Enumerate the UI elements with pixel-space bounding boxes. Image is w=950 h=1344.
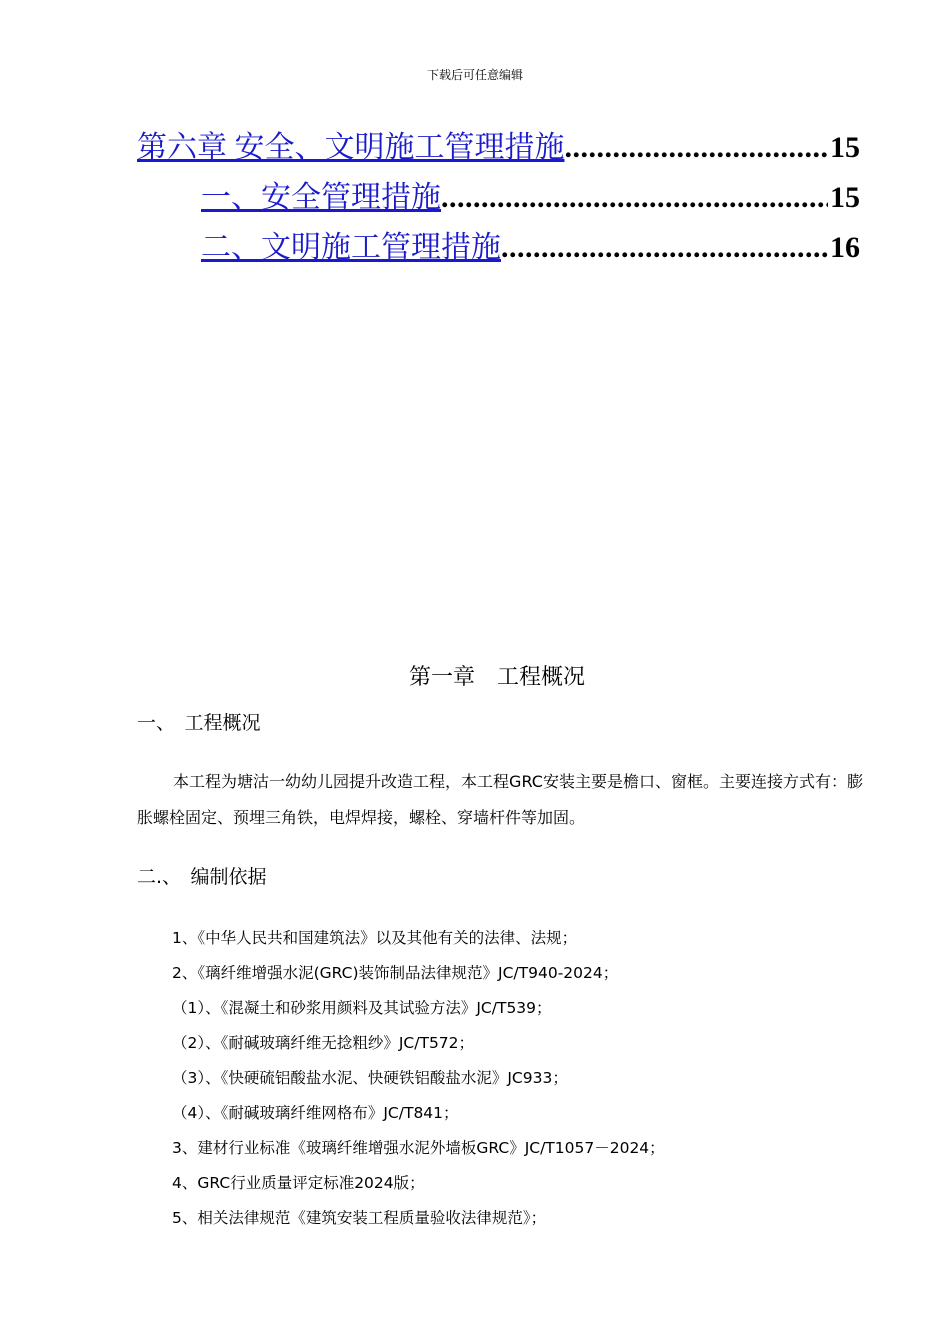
chapter-title: 第一章 工程概况: [408, 665, 585, 690]
toc-entry-civilized[interactable]: [201, 222, 860, 266]
section-heading-basis: 二.、 编制依据: [137, 866, 267, 888]
basis-item: 4、GRC行业质量评定标准2024版；: [172, 1174, 425, 1192]
basis-item: （1）、《混凝土和砂浆用颜料及其试验方法》JC/T539；: [172, 999, 552, 1017]
basis-item: （2）、《耐碱玻璃纤维无捻粗纱》JC/T572；: [172, 1034, 475, 1052]
basis-item: （3）、《快硬硫铝酸盐水泥、快硬铁铝酸盐水泥》JC933；: [172, 1069, 568, 1087]
toc-leader-dots: [441, 181, 828, 215]
basis-item: 3、建材行业标准《玻璃纤维增强水泥外墙板GRC》JC/T1057－2024；: [172, 1139, 665, 1157]
toc-page-number: 15: [830, 131, 860, 164]
toc-entry-title[interactable]: 二、文明施工管理措施: [201, 231, 501, 264]
toc-page-number: 15: [830, 181, 860, 214]
toc-page-number: 16: [830, 231, 860, 264]
toc-entry-safety[interactable]: [201, 172, 860, 216]
basis-item: （4）、《耐碱玻璃纤维网格布》JC/T841；: [172, 1104, 459, 1122]
page-header: 下载后可任意编辑: [426, 68, 523, 82]
toc-leader-dots: [565, 131, 829, 165]
toc-leader-dots: [501, 231, 828, 265]
basis-item: 1、《中华人民共和国建筑法》以及其他有关的法律、法规；: [172, 929, 578, 947]
toc-entry-title[interactable]: 一、安全管理措施: [201, 181, 441, 214]
basis-item: 2、《璃纤维增强水泥(GRC)装饰制品法律规范》JC/T940-2024；: [172, 964, 619, 982]
basis-item: 5、相关法律规范《建筑安装工程质量验收法律规范》；: [172, 1209, 547, 1227]
section-heading-overview: 一、 工程概况: [137, 712, 261, 734]
toc-entry-chapter-6[interactable]: [137, 122, 860, 166]
overview-paragraph: 本工程为塘沽一幼幼儿园提升改造工程，本工程GRC安装主要是檐口、窗框。主要连接方式有：膨胀螺栓固定、预埋三角铁，电焊焊接，螺栓、穿墙杆件等加固。: [137, 772, 863, 827]
toc-entry-title[interactable]: 第六章 安全、文明施工管理措施: [137, 131, 565, 164]
